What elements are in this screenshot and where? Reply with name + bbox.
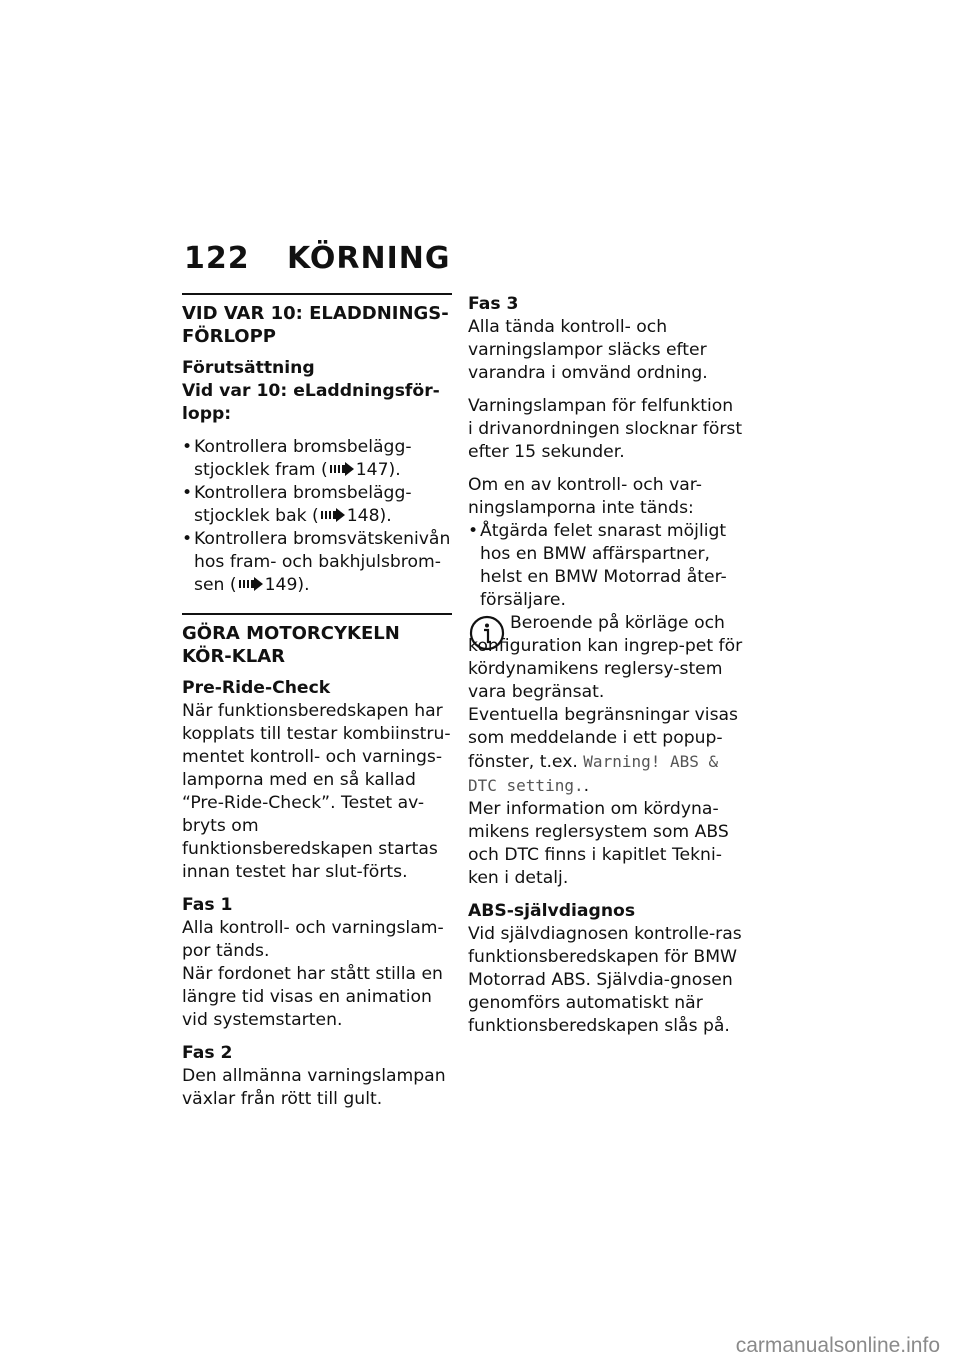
phase-2-title: Fas 2: [182, 1043, 233, 1063]
left-column: [182, 293, 452, 1121]
phase-3-title: Fas 3: [468, 294, 519, 314]
prerequisite-title: Förutsättning: [182, 358, 315, 378]
action-list: [468, 520, 743, 612]
reference-arrow-icon[interactable]: [320, 508, 346, 522]
page-reference[interactable]: 148).: [346, 506, 392, 526]
check-list: [182, 436, 452, 597]
list-item-text: Kontrollera bromsbelägg-stjocklek fram (: [194, 437, 412, 480]
section-title-pre-ride: GÖRA MOTORCYKELN KÖR-KLAR: [182, 623, 400, 667]
fault-lamp-text: Varningslampan för felfunktion i drivanordningen slocknar först efter 15 sekunder.: [468, 396, 743, 462]
section-rule: [182, 613, 452, 615]
phase-2-text: Den allmänna varningslampan växlar från rött till gult.: [182, 1066, 446, 1109]
info-note-text: Beroende på körläge och konfiguration kan ingrep-pet för kördynamikens reglersy-stem vara begränsat.: [468, 613, 743, 702]
list-item-text: Kontrollera bromsvätskenivån hos fram- och bakhjulsbrom-sen (: [194, 529, 451, 595]
phase-1-animation-text: När fordonet har stått stilla en längre tid visas en animation vid systemstarten.: [182, 964, 443, 1030]
pre-ride-intro: När funktionsberedskapen har kopplats till testar kombiinstru-mentet kontroll- och varnings-lamporna med en så kallad “Pre-Ride-Check”. Testet av-bryts om funktionsberedskapen startas innan testet har slut-förts.: [182, 701, 451, 882]
abs-diagnosis-text: Vid självdiagnosen kontrolle-ras funktionsberedskapen för BMW Motorrad ABS. Självdia-gnosen genomförs automatiskt när funktionsberedskapen slås på.: [468, 924, 742, 1036]
subsection-title-pre-ride-check: Pre-Ride-Check: [182, 678, 331, 698]
lamp-failure-text: Om en av kontroll- och var-ningslamporna inte tänds:: [468, 475, 702, 518]
phase-3-text: Alla tända kontroll- och varningslampor släcks efter varandra i omvänd ordning.: [468, 317, 708, 383]
page-header: [184, 236, 944, 286]
section-title-eladdning: VID VAR 10: ELADDNINGS-FÖRLOPP: [182, 303, 449, 347]
list-item: [182, 436, 452, 482]
section-rule: [182, 293, 452, 295]
list-item: [182, 482, 452, 528]
more-info-text: Mer information om kördyna-mikens reglersystem som ABS och DTC finns i kapitlet Tekni-ken i detalj.: [468, 799, 729, 888]
list-item: [182, 528, 452, 597]
popup-text-end: .: [583, 776, 590, 796]
watermark: carmanualsonline.info: [735, 1334, 940, 1357]
popup-code: Warning! ABS & DTC setting.: [468, 752, 719, 795]
info-icon: [468, 614, 506, 652]
reference-arrow-icon[interactable]: [329, 462, 355, 476]
phase-1-title: Fas 1: [182, 895, 233, 915]
info-note: [468, 612, 743, 704]
list-item-text: Kontrollera bromsbelägg-stjocklek bak (: [194, 483, 412, 526]
page-title: KÖRNING: [287, 241, 451, 276]
right-column: [468, 293, 743, 1048]
popup-text: Eventuella begränsningar visas som meddelande i ett popup-fönster, t.ex.: [468, 705, 739, 772]
page-reference[interactable]: 147).: [355, 460, 401, 480]
reference-arrow-icon[interactable]: [238, 577, 264, 591]
popup-info-text: [468, 704, 743, 798]
phase-1-text: Alla kontroll- och varningslam-por tänds.: [182, 918, 444, 961]
page-number: 122: [184, 241, 250, 276]
prerequisite-text: Vid var 10: eLaddningsför-lopp:: [182, 381, 440, 424]
abs-diagnosis-title: ABS-självdiagnos: [468, 901, 636, 921]
list-item: • Åtgärda felet snarast möjligt hos en BMW affärspartner, helst en BMW Motorrad åter-försäljare.: [468, 520, 743, 612]
page-reference[interactable]: 149).: [264, 575, 310, 595]
